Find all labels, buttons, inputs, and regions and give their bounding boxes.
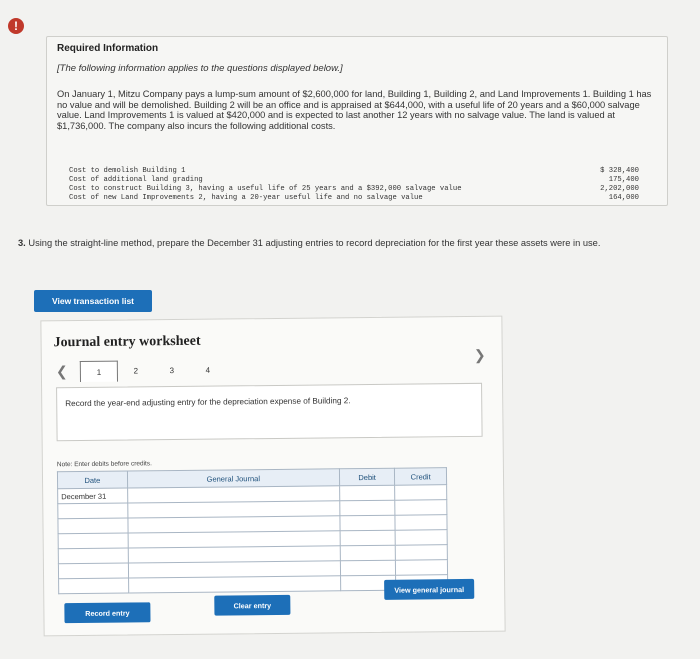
- date-cell[interactable]: [58, 563, 128, 579]
- worksheet-title: Journal entry worksheet: [53, 333, 201, 351]
- journal-table: [57, 467, 448, 594]
- debit-cell[interactable]: [340, 560, 396, 576]
- date-cell[interactable]: [58, 548, 128, 564]
- general-journal-header: General Journal: [127, 469, 339, 488]
- date-cell[interactable]: December 31: [58, 488, 128, 504]
- debit-cell[interactable]: [340, 515, 396, 531]
- instruction-box: [56, 383, 483, 441]
- debit-cell[interactable]: [340, 500, 396, 516]
- step-tabs: [80, 359, 226, 382]
- account-cell[interactable]: [128, 576, 340, 593]
- date-cell[interactable]: [58, 533, 128, 549]
- date-cell[interactable]: [58, 503, 128, 519]
- view-transaction-list-button[interactable]: View transaction list: [34, 290, 152, 312]
- date-cell[interactable]: [58, 518, 128, 534]
- chevron-right-icon[interactable]: ❯: [473, 346, 486, 363]
- credit-cell[interactable]: [396, 560, 448, 576]
- debit-cell[interactable]: [340, 530, 396, 546]
- credit-cell[interactable]: [395, 530, 447, 546]
- tab-2[interactable]: 2: [133, 365, 139, 375]
- cost-row: Cost of additional land grading 175,400: [69, 176, 639, 184]
- debit-cell[interactable]: [340, 545, 396, 561]
- cost-row: Cost of new Land Improvements 2, having a 20-year useful life and no salvage value 164,000: [69, 194, 639, 202]
- tab-1[interactable]: 1: [80, 361, 118, 382]
- date-cell[interactable]: [59, 578, 129, 594]
- tab-3[interactable]: 3: [169, 365, 175, 375]
- clear-entry-button[interactable]: Clear entry: [214, 595, 290, 616]
- question-body: Using the straight-line method, prepare the December 31 adjusting entries to record depreciation for the first year these assets were in use.: [28, 238, 601, 248]
- note-text: Note: Enter debits before credits.: [56, 460, 152, 469]
- credit-cell[interactable]: [395, 485, 447, 501]
- required-information-panel: [46, 36, 668, 206]
- cost-row: Cost to demolish Building 1 $ 328,400: [69, 167, 639, 175]
- alert-icon: !: [8, 18, 24, 34]
- debit-header: Debit: [339, 468, 395, 486]
- info-title: Required Information: [57, 43, 159, 54]
- credit-header: Credit: [395, 468, 447, 486]
- cost-row: Cost to construct Building 3, having a useful life of 25 years and a $392,000 salvage value 2,202,000: [69, 185, 639, 193]
- tab-4[interactable]: 4: [205, 365, 211, 375]
- date-header: Date: [57, 471, 127, 489]
- journal-entry-worksheet: [40, 316, 505, 637]
- question-text: [18, 238, 678, 249]
- credit-cell[interactable]: [395, 500, 447, 516]
- debit-cell[interactable]: [339, 485, 395, 501]
- info-subtitle: [The following information applies to the questions displayed below.]: [57, 63, 343, 74]
- view-general-journal-button[interactable]: View general journal: [384, 579, 474, 600]
- additional-costs-list: [69, 167, 639, 203]
- question-number: 3.: [18, 238, 26, 248]
- credit-cell[interactable]: [395, 515, 447, 531]
- chevron-left-icon[interactable]: ❮: [55, 363, 68, 380]
- credit-cell[interactable]: [395, 545, 447, 561]
- record-entry-button[interactable]: Record entry: [64, 602, 150, 623]
- instruction-text: Record the year-end adjusting entry for the depreciation expense of Building 2.: [65, 396, 351, 409]
- info-paragraph: On January 1, Mitzu Company pays a lump-sum amount of $2,600,000 for land, Building 1, Building 2, and Land Improvements 1. Building 1 has no value and will be demolished. Building 2 will be an office and is appraised at $644,000, with a useful life of 20 years and a $60,000 salvage value. Land Improvements 1 is valued at $420,000 and is expected to last another 12 years with no salvage value. The land is valued at $1,736,000. The company also incurs the following additional costs.: [57, 89, 652, 131]
